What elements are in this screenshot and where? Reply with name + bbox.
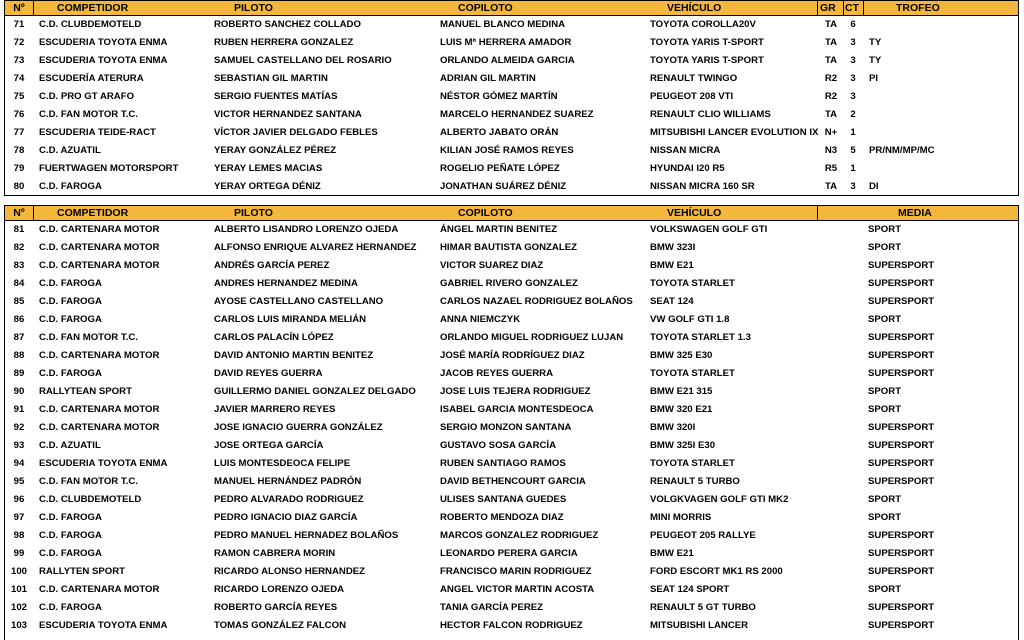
cell-gr: R5	[824, 163, 838, 174]
cell-media: SPORT	[868, 494, 902, 505]
table-row	[5, 88, 1018, 106]
cell-piloto: VICTOR HERNANDEZ SANTANA	[214, 109, 362, 120]
cell-piloto: JAVIER MARRERO REYES	[214, 404, 336, 415]
cell-piloto: GUILLERMO DANIEL GONZALEZ DELGADO	[214, 386, 416, 397]
cell-copiloto: VICTOR SUAREZ DIAZ	[440, 260, 544, 271]
cell-competidor: C.D. FAROGA	[39, 278, 102, 289]
table-row	[5, 383, 1018, 401]
cell-vehiculo: VW GOLF GTI 1.8	[650, 314, 730, 325]
table-row	[5, 401, 1018, 419]
cell-piloto: ANDRES HERNANDEZ MEDINA	[214, 278, 358, 289]
cell-num: 101	[10, 584, 27, 595]
cell-competidor: FUERTWAGEN MOTORSPORT	[39, 163, 179, 174]
cell-media: SPORT	[868, 314, 902, 325]
cell-piloto: ALBERTO LISANDRO LORENZO OJEDA	[214, 224, 399, 235]
cell-vehiculo: BMW E21	[650, 548, 694, 559]
cell-vehiculo: BMW 323I	[650, 242, 696, 253]
cell-num: 85	[13, 296, 25, 307]
cell-piloto: ROBERTO SANCHEZ COLLADO	[214, 19, 361, 30]
cell-gr: TA	[824, 55, 838, 66]
cell-vehiculo: TOYOTA STARLET 1.3	[650, 332, 751, 343]
table-row	[5, 311, 1018, 329]
cell-piloto: ANDRÉS GARCÍA PEREZ	[214, 260, 330, 271]
cell-copiloto: ORLANDO ALMEIDA GARCIA	[440, 55, 575, 66]
cell-num: 95	[13, 476, 25, 487]
table-row	[5, 491, 1018, 509]
cell-vehiculo: TOYOTA YARIS T-SPORT	[650, 37, 764, 48]
cell-num: 83	[13, 260, 25, 271]
cell-vehiculo: FORD ESCORT MK1 RS 2000	[650, 566, 783, 577]
cell-copiloto: JACOB REYES GUERRA	[440, 368, 554, 379]
cell-media: SUPERSPORT	[868, 530, 935, 541]
cell-num: 71	[13, 19, 25, 30]
cell-vehiculo: RENAULT TWINGO	[650, 73, 738, 84]
cell-num: 75	[13, 91, 25, 102]
cell-copiloto: SERGIO MONZON SANTANA	[440, 422, 572, 433]
header-copiloto: COPILOTO	[458, 2, 513, 14]
cell-piloto: VÍCTOR JAVIER DELGADO FEBLES	[214, 127, 378, 138]
cell-media: SPORT	[868, 224, 902, 235]
cell-media: SUPERSPORT	[868, 620, 935, 631]
cell-competidor: C.D. CARTENARA MOTOR	[39, 422, 160, 433]
cell-media: SUPERSPORT	[868, 440, 935, 451]
table-row	[5, 275, 1018, 293]
header-trofeo: TROFEO	[896, 2, 940, 14]
cell-num: 78	[13, 145, 25, 156]
table-row	[5, 178, 1018, 196]
cell-copiloto: LUIS Mª HERRERA AMADOR	[440, 37, 572, 48]
cell-vehiculo: RENAULT 5 TURBO	[650, 476, 740, 487]
cell-num: 84	[13, 278, 25, 289]
cell-copiloto: JOSÉ MARÍA RODRÍGUEZ DIAZ	[440, 350, 585, 361]
cell-ct: 5	[850, 145, 856, 156]
cell-num: 99	[13, 548, 25, 559]
cell-vehiculo: BMW 320I	[650, 422, 696, 433]
table-row	[5, 347, 1018, 365]
cell-vehiculo: HYUNDAI I20 R5	[650, 163, 725, 174]
cell-vehiculo: VOLGKVAGEN GOLF GTI MK2	[650, 494, 789, 505]
cell-media: SUPERSPORT	[868, 260, 935, 271]
cell-piloto: CARLOS PALACÍN LÓPEZ	[214, 332, 334, 343]
cell-ct: 1	[850, 163, 856, 174]
table-row	[5, 437, 1018, 455]
cell-copiloto: GABRIEL RIVERO GONZALEZ	[440, 278, 578, 289]
cell-copiloto: ADRIAN GIL MARTIN	[440, 73, 536, 84]
cell-competidor: C.D. FAROGA	[39, 548, 102, 559]
cell-piloto: DAVID ANTONIO MARTIN BENITEZ	[214, 350, 374, 361]
cell-piloto: AYOSE CASTELLANO CASTELLANO	[214, 296, 384, 307]
cell-piloto: PEDRO ALVARADO RODRIGUEZ	[214, 494, 364, 505]
cell-num: 91	[13, 404, 25, 415]
cell-media: SUPERSPORT	[868, 476, 935, 487]
cell-copiloto: NÉSTOR GÓMEZ MARTÍN	[440, 91, 558, 102]
cell-copiloto: ALBERTO JABATO ORÁN	[440, 127, 559, 138]
cell-piloto: MANUEL HERNÁNDEZ PADRÓN	[214, 476, 362, 487]
cell-num: 86	[13, 314, 25, 325]
cell-competidor: ESCUDERIA TOYOTA ENMA	[39, 458, 168, 469]
header-gr: GR	[820, 2, 836, 14]
cell-copiloto: ANNA NIEMCZYK	[440, 314, 521, 325]
cell-copiloto: KILIAN JOSÉ RAMOS REYES	[440, 145, 574, 156]
cell-trofeo: TY	[869, 55, 882, 66]
cell-piloto: JOSE IGNACIO GUERRA GONZÁLEZ	[214, 422, 383, 433]
table-row	[5, 257, 1018, 275]
cell-num: 76	[13, 109, 25, 120]
cell-trofeo: DI	[869, 181, 879, 192]
cell-piloto: YERAY ORTEGA DÉNIZ	[214, 181, 321, 192]
header-vehiculo: VEHÍCULO	[667, 2, 722, 14]
cell-vehiculo: TOYOTA COROLLA20V	[650, 19, 756, 30]
cell-copiloto: LEONARDO PERERA GARCIA	[440, 548, 578, 559]
cell-copiloto: ULISES SANTANA GUEDES	[440, 494, 567, 505]
cell-copiloto: JONATHAN SUÁREZ DÉNIZ	[440, 181, 567, 192]
cell-vehiculo: TOYOTA STARLET	[650, 458, 735, 469]
cell-competidor: C.D. AZUATIL	[39, 440, 101, 451]
cell-competidor: RALLYTEN SPORT	[39, 566, 125, 577]
cell-gr: TA	[824, 19, 838, 30]
cell-competidor: ESCUDERIA TOYOTA ENMA	[39, 620, 168, 631]
cell-competidor: C.D. FAROGA	[39, 602, 102, 613]
cell-trofeo: TY	[869, 37, 882, 48]
cell-vehiculo: BMW 320 E21	[650, 404, 713, 415]
cell-vehiculo: RENAULT 5 GT TURBO	[650, 602, 756, 613]
cell-ct: 3	[850, 55, 856, 66]
cell-vehiculo: TOYOTA YARIS T-SPORT	[650, 55, 764, 66]
cell-vehiculo: NISSAN MICRA 160 SR	[650, 181, 755, 192]
cell-num: 97	[13, 512, 25, 523]
table-1-body	[5, 16, 1018, 196]
cell-piloto: ROBERTO GARCÍA REYES	[214, 602, 338, 613]
cell-piloto: RAMON CABRERA MORIN	[214, 548, 336, 559]
cell-competidor: ESCUDERIA TOYOTA ENMA	[39, 55, 168, 66]
table-row	[5, 239, 1018, 257]
cell-copiloto: RUBEN SANTIAGO RAMOS	[440, 458, 566, 469]
cell-competidor: C.D. AZUATIL	[39, 145, 101, 156]
cell-competidor: C.D. PRO GT ARAFO	[39, 91, 135, 102]
cell-media: SPORT	[868, 512, 902, 523]
cell-copiloto: MARCOS GONZALEZ RODRIGUEZ	[440, 530, 599, 541]
header-vehiculo: VEHÍCULO	[667, 207, 722, 219]
table-1-header	[5, 1, 1018, 16]
entry-list-table-1	[4, 0, 1019, 196]
header-copiloto: COPILOTO	[458, 207, 513, 219]
cell-competidor: C.D. CARTENARA MOTOR	[39, 584, 160, 595]
cell-competidor: ESCUDERIA TEIDE-RACT	[39, 127, 156, 138]
cell-gr: R2	[824, 73, 838, 84]
cell-num: 77	[13, 127, 25, 138]
cell-copiloto: FRANCISCO MARIN RODRIGUEZ	[440, 566, 592, 577]
cell-vehiculo: BMW 325 E30	[650, 350, 713, 361]
cell-copiloto: ORLANDO MIGUEL RODRIGUEZ LUJAN	[440, 332, 624, 343]
cell-competidor: C.D. FAROGA	[39, 368, 102, 379]
cell-competidor: C.D. FAROGA	[39, 512, 102, 523]
table-row	[5, 16, 1018, 34]
cell-vehiculo: NISSAN MICRA	[650, 145, 721, 156]
cell-ct: 3	[850, 181, 856, 192]
cell-copiloto: ROBERTO MENDOZA DIAZ	[440, 512, 564, 523]
cell-vehiculo: PEUGEOT 208 VTI	[650, 91, 734, 102]
table-row	[5, 34, 1018, 52]
cell-copiloto: ROGELIO PEÑATE LÓPEZ	[440, 163, 560, 174]
cell-num: 82	[13, 242, 25, 253]
cell-vehiculo: TOYOTA STARLET	[650, 368, 735, 379]
cell-num: 98	[13, 530, 25, 541]
table-row	[5, 473, 1018, 491]
table-row	[5, 527, 1018, 545]
cell-media: SUPERSPORT	[868, 278, 935, 289]
table-row	[5, 52, 1018, 70]
cell-num: 74	[13, 73, 25, 84]
cell-num: 103	[10, 620, 27, 631]
cell-vehiculo: MITSUBISHI LANCER EVOLUTION IX	[650, 127, 819, 138]
cell-vehiculo: SEAT 124	[650, 296, 694, 307]
cell-competidor: C.D. CLUBDEMOTELD	[39, 494, 142, 505]
cell-num: 81	[13, 224, 25, 235]
header-ct: CT	[845, 2, 859, 14]
cell-competidor: C.D. FAROGA	[39, 314, 102, 325]
cell-vehiculo: BMW E21	[650, 260, 694, 271]
header-competidor: COMPETIDOR	[57, 2, 129, 14]
table-row	[5, 599, 1018, 617]
header-media: MEDIA	[898, 207, 932, 219]
table-row	[5, 329, 1018, 347]
cell-competidor: C.D. CLUBDEMOTELD	[39, 19, 142, 30]
cell-piloto: RICARDO LORENZO OJEDA	[214, 584, 345, 595]
cell-vehiculo: VOLKSWAGEN GOLF GTI	[650, 224, 768, 235]
table-row	[5, 221, 1018, 239]
cell-gr: TA	[824, 181, 838, 192]
cell-num: 72	[13, 37, 25, 48]
cell-piloto: YERAY LEMES MACIAS	[214, 163, 323, 174]
cell-num: 94	[13, 458, 25, 469]
cell-competidor: ESCUDERIA TOYOTA ENMA	[39, 37, 168, 48]
table-row	[5, 106, 1018, 124]
table-row	[5, 293, 1018, 311]
cell-piloto: TOMAS GONZÁLEZ FALCON	[214, 620, 346, 631]
cell-competidor: RALLYTEAN SPORT	[39, 386, 132, 397]
cell-copiloto: HIMAR BAUTISTA GONZALEZ	[440, 242, 577, 253]
cell-ct: 6	[850, 19, 856, 30]
cell-trofeo: PI	[869, 73, 879, 84]
cell-copiloto: ISABEL GARCIA MONTESDEOCA	[440, 404, 594, 415]
cell-media: SUPERSPORT	[868, 548, 935, 559]
cell-vehiculo: SEAT 124 SPORT	[650, 584, 730, 595]
cell-competidor: C.D. FAROGA	[39, 530, 102, 541]
table-row	[5, 419, 1018, 437]
cell-vehiculo: MINI MORRIS	[650, 512, 712, 523]
cell-piloto: ALFONSO ENRIQUE ALVAREZ HERNANDEZ	[214, 242, 417, 253]
table-row	[5, 563, 1018, 581]
cell-ct: 3	[850, 73, 856, 84]
table-2-header	[5, 206, 1018, 221]
cell-piloto: SERGIO FUENTES MATÍAS	[214, 91, 338, 102]
cell-piloto: YERAY GONZÁLEZ PÉREZ	[214, 145, 337, 156]
cell-piloto: PEDRO MANUEL HERNADEZ BOLAÑOS	[214, 530, 399, 541]
cell-competidor: C.D. CARTENARA MOTOR	[39, 404, 160, 415]
cell-ct: 1	[850, 127, 856, 138]
cell-gr: R2	[824, 91, 838, 102]
cell-media: SUPERSPORT	[868, 458, 935, 469]
cell-media: SUPERSPORT	[868, 368, 935, 379]
cell-copiloto: ÁNGEL MARTIN BENITEZ	[440, 224, 558, 235]
cell-copiloto: GUSTAVO SOSA GARCÍA	[440, 440, 557, 451]
cell-copiloto: HECTOR FALCON RODRIGUEZ	[440, 620, 583, 631]
entry-list-table-2	[4, 205, 1019, 640]
cell-competidor: ESCUDERÍA ATERURA	[39, 73, 144, 84]
cell-vehiculo: BMW 325I E30	[650, 440, 716, 451]
cell-gr: TA	[824, 37, 838, 48]
cell-piloto: PEDRO IGNACIO DIAZ GARCÍA	[214, 512, 358, 523]
cell-num: 102	[10, 602, 27, 613]
table-row	[5, 365, 1018, 383]
cell-competidor: C.D. FAN MOTOR T.C.	[39, 109, 138, 120]
table-row	[5, 160, 1018, 178]
cell-competidor: C.D. FAROGA	[39, 181, 102, 192]
cell-media: SUPERSPORT	[868, 566, 935, 577]
cell-media: SUPERSPORT	[868, 422, 935, 433]
cell-piloto: SEBASTIAN GIL MARTIN	[214, 73, 328, 84]
cell-num: 89	[13, 368, 25, 379]
cell-competidor: C.D. FAN MOTOR T.C.	[39, 476, 138, 487]
cell-competidor: C.D. FAN MOTOR T.C.	[39, 332, 138, 343]
cell-piloto: RUBEN HERRERA GONZALEZ	[214, 37, 354, 48]
cell-num: 80	[13, 181, 25, 192]
cell-media: SPORT	[868, 404, 902, 415]
cell-vehiculo: MITSUBISHI LANCER	[650, 620, 749, 631]
cell-num: 92	[13, 422, 25, 433]
cell-ct: 3	[850, 91, 856, 102]
cell-competidor: C.D. CARTENARA MOTOR	[39, 350, 160, 361]
cell-media: SUPERSPORT	[868, 296, 935, 307]
cell-num: 79	[13, 163, 25, 174]
cell-copiloto: TANIA GARCÍA PEREZ	[440, 602, 544, 613]
cell-competidor: C.D. CARTENARA MOTOR	[39, 224, 160, 235]
cell-copiloto: CARLOS NAZAEL RODRIGUEZ BOLAÑOS	[440, 296, 633, 307]
cell-num: 96	[13, 494, 25, 505]
cell-num: 100	[10, 566, 27, 577]
table-2-body	[5, 221, 1018, 635]
header-num: Nº	[13, 207, 25, 219]
cell-media: SPORT	[868, 242, 902, 253]
cell-piloto: LUIS MONTESDEOCA FELIPE	[214, 458, 351, 469]
cell-media: SPORT	[868, 386, 902, 397]
cell-piloto: CARLOS LUIS MIRANDA MELIÁN	[214, 314, 367, 325]
header-competidor: COMPETIDOR	[57, 207, 129, 219]
cell-competidor: C.D. FAROGA	[39, 296, 102, 307]
table-row	[5, 581, 1018, 599]
cell-num: 87	[13, 332, 25, 343]
header-piloto: PILOTO	[234, 207, 273, 219]
cell-copiloto: MARCELO HERNANDEZ SUAREZ	[440, 109, 594, 120]
cell-ct: 2	[850, 109, 856, 120]
cell-num: 93	[13, 440, 25, 451]
cell-media: SUPERSPORT	[868, 602, 935, 613]
cell-vehiculo: TOYOTA STARLET	[650, 278, 735, 289]
table-row	[5, 617, 1018, 635]
cell-media: SPORT	[868, 584, 902, 595]
cell-ct: 3	[850, 37, 856, 48]
cell-num: 88	[13, 350, 25, 361]
cell-gr: N+	[824, 127, 838, 138]
cell-gr: N3	[824, 145, 838, 156]
table-row	[5, 455, 1018, 473]
cell-competidor: C.D. CARTENARA MOTOR	[39, 242, 160, 253]
cell-competidor: C.D. CARTENARA MOTOR	[39, 260, 160, 271]
cell-num: 90	[13, 386, 25, 397]
cell-media: SUPERSPORT	[868, 332, 935, 343]
cell-piloto: SAMUEL CASTELLANO DEL ROSARIO	[214, 55, 392, 66]
table-row	[5, 545, 1018, 563]
cell-media: SUPERSPORT	[868, 350, 935, 361]
cell-copiloto: ANGEL VICTOR MARTIN ACOSTA	[440, 584, 595, 595]
table-row	[5, 142, 1018, 160]
cell-vehiculo: PEUGEOT 205 RALLYE	[650, 530, 756, 541]
cell-piloto: DAVID REYES GUERRA	[214, 368, 323, 379]
table-row	[5, 70, 1018, 88]
cell-vehiculo: BMW E21 315	[650, 386, 713, 397]
header-piloto: PILOTO	[234, 2, 273, 14]
cell-piloto: JOSE ORTEGA GARCÍA	[214, 440, 324, 451]
cell-copiloto: DAVID BETHENCOURT GARCIA	[440, 476, 586, 487]
table-row	[5, 124, 1018, 142]
cell-copiloto: MANUEL BLANCO MEDINA	[440, 19, 566, 30]
cell-num: 73	[13, 55, 25, 66]
cell-vehiculo: RENAULT CLIO WILLIAMS	[650, 109, 771, 120]
cell-copiloto: JOSE LUIS TEJERA RODRIGUEZ	[440, 386, 591, 397]
header-num: Nº	[13, 2, 25, 14]
cell-piloto: RICARDO ALONSO HERNANDEZ	[214, 566, 366, 577]
table-row	[5, 509, 1018, 527]
cell-trofeo: PR/NM/MP/MC	[869, 145, 935, 156]
cell-gr: TA	[824, 109, 838, 120]
